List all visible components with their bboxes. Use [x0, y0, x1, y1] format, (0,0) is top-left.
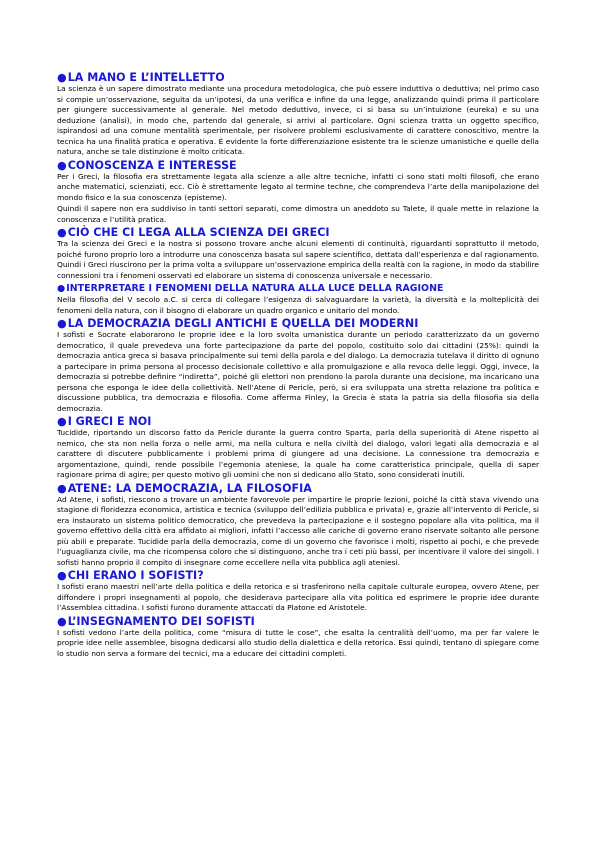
document-page	[57, 71, 539, 660]
bullet-icon: ●	[57, 317, 67, 330]
section-heading-text: LA MANO E L’INTELLETTO	[67, 71, 225, 84]
bullet-icon: ●	[57, 158, 67, 172]
section-heading-text: LA DEMOCRAZIA DEGLI ANTICHI E QUELLA DEI MODERNI	[67, 317, 419, 330]
section-heading-text: ATENE: LA DEMOCRAZIA, LA FILOSOFIA	[67, 481, 312, 495]
section-heading-text: CIÒ CHE CI LEGA ALLA SCIENZA DEI GRECI	[67, 226, 330, 239]
section-heading-text: I GRECI E NOI	[67, 415, 152, 428]
section-heading	[57, 482, 539, 495]
section-heading-text: L’INSEGNAMENTO DEI SOFISTI	[67, 614, 255, 628]
bullet-icon: ●	[57, 614, 67, 628]
bullet-icon: ●	[57, 481, 67, 495]
section-heading	[57, 615, 539, 628]
section-heading	[57, 71, 539, 84]
section-paragraph: I sofisti vedono l’arte della politica, come “misura di tutte le cose”, che esalta la centralità dell’uomo, ma per far valere le proprie idee nelle assemblee, bisogna dedicarsi allo studio della dialettica e della retorica. Essi quindi, tentano di spiegare come lo studio non serva a formare dei tecnici, ma a educare dei cittadini completi.	[57, 627, 539, 658]
section-paragraph: I sofisti erano maestri nell’arte della politica e della retorica e si trasferirono nella capitale culturale europea, ovvero Atene, per diffondere i propri insegnamenti al popolo, che desiderava partecipare alla vita politica ed esprimere le proprie idee durante l’Assemblea cittadina. I sofisti furono duramente attaccati da Platone ed Aristotele.	[57, 582, 539, 612]
bullet-icon: ●	[57, 226, 67, 239]
section-heading-text: CONOSCENZA E INTERESSE	[67, 158, 237, 172]
section-heading	[57, 415, 539, 428]
section-heading-text: INTERPRETARE I FENOMENI DELLA NATURA ALLA LUCE DELLA RAGIONE	[66, 283, 444, 294]
bullet-icon: ●	[57, 71, 67, 84]
section-paragraph: Ad Atene, i sofisti, riescono a trovare un ambiente favorevole per impartire le proprie lezioni, poiché la città stava vivendo una stagione di floridezza economica, artistica e tecnica (sviluppo dell’edilizia pubblica e privata) e, grazie all’intervento di Pericle, si era instaurato un sistema politico democratico, che prevedeva la partecipazione e il sostegno popolare alla vita politica, ma il governo effettivo della città era affidato ai migliori, infatti l’accesso alle cariche di governo erano riservate soltanto alle persone più abili e preparate. Tucidide parla della democrazia, come di un governo che favorisce i molti, rispetto ai pochi, e che prevede l’uguaglianza civile, ma che ricompensa coloro che si distinguono, anche tra i ceti più bassi, per incentivare il valore dei singoli. I sofisti hanno proprio il compito di insegnare come eccellere nella vita pubblica agli ateniesi.	[57, 494, 539, 567]
section-paragraph: Quindi il sapere non era suddiviso in tanti settori separati, come dimostra un aneddoto su Talete, il quale mette in relazione la conoscenza e l’utilità pratica.	[57, 204, 539, 224]
bullet-icon: ●	[57, 283, 66, 294]
section-heading	[57, 159, 539, 172]
section-paragraph: Nella filosofia del V secolo a.C. si cerca di collegare l’esigenza di salvaguardare la varietà, la diversità e la molteplicità dei fenomeni della natura, con il bisogno di elaborare un quadro organico e unitario del mondo.	[57, 295, 539, 315]
section-paragraph: La scienza è un sapere dimostrato mediante una procedura metodologica, che può essere induttiva o deduttiva; nel primo caso si compie un’osservazione, seguita da un’ipotesi, da una verifica e infine da una legge, analizzando quindi prima il particolare per giungere successivamente al generale. Nel metodo deduttivo, invece, ci si basa su un’intuizione (eureka) e su una deduzione (analisi), in modo che, partendo dal generale, si arrivi al particolare. Ogni scienza tratta un oggetto specifico, ispirandosi ad una comune mentalità sperimentale, per risolvere problemi esclusivamente di carattere conoscitivo, mentre la tecnica ha una finalità pratica e operativa. È evidente la forte differenziazione esistente tra le scienze umanistiche e quelle della natura, anche se tale distinzione è molto criticata.	[57, 84, 539, 156]
bullet-icon: ●	[57, 415, 67, 428]
section-paragraph: I sofisti e Socrate elaborarono le proprie idee e la loro svolta umanistica durante un periodo caratterizzato da un governo democratico, il quale prevedeva una forte partecipazione da parte del popolo, costituito solo dai cittadini (25%): quindi la democrazia antica greca si basava principalmente sui temi della parola e del dialogo. La democrazia tutelava il diritto di ognuno a partecipare in prima persona al processo decisionale collettivo e alla promulgazione e alla revoca delle leggi. Oggi, invece, la democrazia si potrebbe definire “indiretta”, poiché gli elettori non prendono la parola durante una decisione, ma incaricano una persona che esponga le idee della collettività. Nell’Atene di Pericle, però, si era sviluppata una stretta relazione tra politica e discussione pubblica, tra democrazia e filosofia. Come afferma Finley, la Grecia è stata la patria sia della filosofia sia della democrazia.	[57, 330, 539, 413]
section-heading	[57, 226, 539, 239]
section-heading-text: CHI ERANO I SOFISTI?	[67, 569, 204, 582]
section-heading	[57, 282, 539, 295]
section-paragraph: Tucidide, riportando un discorso fatto da Pericle durante la guerra contro Sparta, parla della superiorità di Atene rispetto al nemico, che sta non nella forza o nelle armi, ma nella cultura e nella civiltà del dialogo, valori legati alla democrazia e al carattere di discutere pubblicamente i problemi prima di giungere ad una decisione. La connessione tra democrazia e argomentazione, quindi, rende possibile l’egemonia ateniese, la quale ha come caratteristica principale, quella di saper ragionare prima di agire; per questo motivo gli uomini che non si dedicano allo Stato, sono considerati inutili.	[57, 428, 539, 479]
section-paragraph: Tra la scienza dei Greci e la nostra si possono trovare anche alcuni elementi di continuità, riguardanti soprattutto il metodo, poiché furono proprio loro a introdurre una conoscenza basata sul sapere scientifico, dettata dall’esperienza e dal ragionamento. Quindi i Greci riuscirono per la prima volta a sviluppare un’osservazione empirica della realtà con la ragione, in modo da stabilire connessioni tra i fenomeni osservati ed elaborare un sistema di conoscenza universale e necessario.	[57, 239, 539, 280]
section-heading	[57, 317, 539, 330]
bullet-icon: ●	[57, 569, 67, 582]
section-heading	[57, 569, 539, 582]
section-paragraph: Per i Greci, la filosofia era strettamente legata alla scienze a alle altre tecniche, infatti ci sono stati molti filosofi, che erano anche matematici, scienziati, ecc. Ciò è strettamente legato al termine techne, che comprendeva l’arte della manipolazione del mondo fisico e la sua conoscenza (episteme).	[57, 171, 539, 202]
